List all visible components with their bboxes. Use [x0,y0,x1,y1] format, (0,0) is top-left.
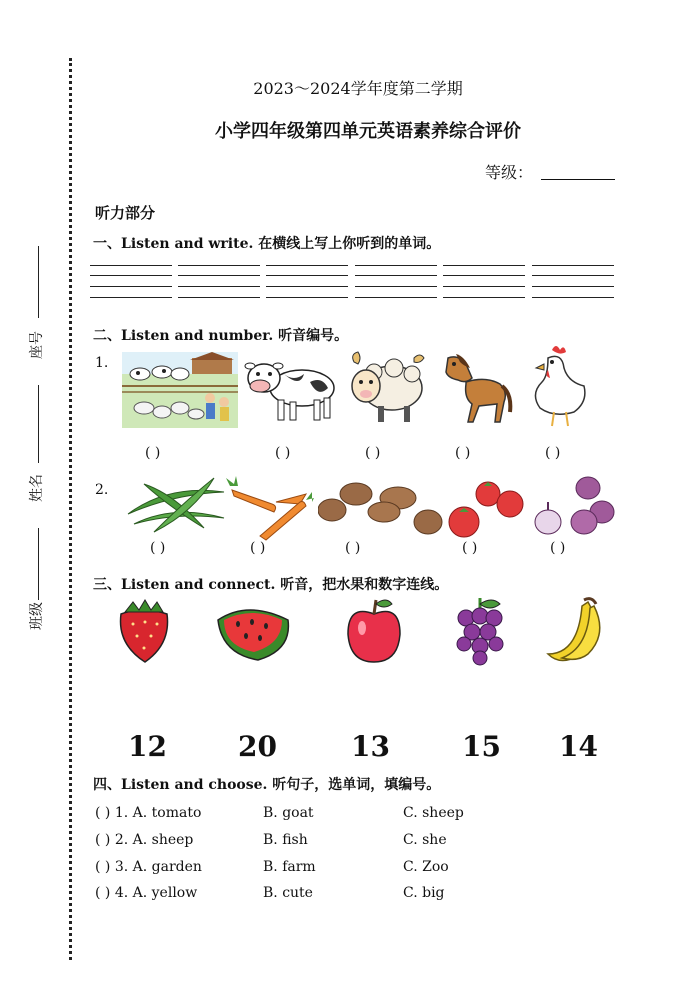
choice-question-1[interactable]: ( ) 1. A. tomato [95,805,202,821]
binding-dotted-line [69,58,72,960]
part3-heading: 三、Listen and connect. 听音，把水果和数字连线。 [93,577,449,593]
write-line[interactable] [443,275,525,276]
write-line[interactable] [266,286,348,287]
tomatoes-image [446,480,528,540]
write-line[interactable] [443,297,525,298]
listening-heading: 听力部分 [95,204,156,222]
part2-heading: 二、Listen and number. 听音编号。 [93,328,349,344]
write-line[interactable] [443,286,525,287]
write-line[interactable] [90,265,172,266]
write-line[interactable] [266,275,348,276]
connect-number[interactable]: 13 [351,730,390,763]
row2-number: 2. [95,482,109,498]
answer-paren[interactable]: ( ) [150,540,166,556]
class-label: 班级 [29,602,45,630]
write-line[interactable] [178,275,260,276]
carrots-image [226,476,314,542]
write-line[interactable] [355,265,437,266]
connect-number[interactable]: 12 [128,730,167,763]
write-line[interactable] [266,297,348,298]
write-line[interactable] [90,286,172,287]
name-label: 姓名 [29,474,45,502]
write-line[interactable] [355,286,437,287]
connect-number[interactable]: 15 [462,730,501,763]
year-title: 2023～2024学年度第二学期 [253,79,463,98]
grade-label: 等级： [485,163,534,182]
write-line[interactable] [90,275,172,276]
write-line[interactable] [532,275,614,276]
choice-option-b: B. goat [263,805,314,821]
choice-option-c: C. big [403,885,445,901]
choice-question-4[interactable]: ( ) 4. A. yellow [95,885,198,901]
write-line[interactable] [178,286,260,287]
choice-option-c: C. Zoo [403,859,449,875]
watermelon-image [214,600,294,664]
sheep-image [344,350,428,426]
write-line[interactable] [532,265,614,266]
write-line[interactable] [532,286,614,287]
potatoes-image [318,480,444,540]
choice-option-b: B. farm [263,859,316,875]
answer-paren[interactable]: ( ) [275,445,291,461]
connect-number[interactable]: 14 [559,730,598,763]
choice-option-b: B. cute [263,885,313,901]
name-line [38,385,39,463]
write-line[interactable] [266,265,348,266]
bananas-image [544,596,604,664]
cow-image [244,352,340,424]
strawberry-image [115,598,173,664]
page-title: 小学四年级第四单元英语素养综合评价 [215,121,521,142]
write-line[interactable] [355,297,437,298]
apple-image [344,596,404,664]
write-line[interactable] [90,297,172,298]
write-line[interactable] [178,297,260,298]
write-line[interactable] [532,297,614,298]
answer-paren[interactable]: ( ) [345,540,361,556]
choice-option-c: C. sheep [403,805,464,821]
class-line [38,528,39,600]
answer-paren[interactable]: ( ) [365,445,381,461]
answer-paren[interactable]: ( ) [545,445,561,461]
part4-heading: 四、Listen and choose. 听句子，选单词，填编号。 [93,777,441,793]
write-line[interactable] [355,275,437,276]
choice-option-b: B. fish [263,832,308,848]
choice-question-3[interactable]: ( ) 3. A. garden [95,859,202,875]
answer-paren[interactable]: ( ) [250,540,266,556]
seat-label: 座号 [29,331,45,359]
farm-scene-image [122,352,238,428]
write-line[interactable] [443,265,525,266]
seat-line [38,246,39,318]
choice-option-c: C. she [403,832,447,848]
onions-image [532,474,618,540]
horse-image [438,352,514,426]
answer-paren[interactable]: ( ) [145,445,161,461]
part1-heading: 一、Listen and write. 在横线上写上你听到的单词。 [93,236,441,252]
answer-paren[interactable]: ( ) [455,445,471,461]
answer-paren[interactable]: ( ) [550,540,566,556]
green-beans-image [124,474,226,534]
grapes-image [454,596,506,666]
write-line[interactable] [178,265,260,266]
answer-paren[interactable]: ( ) [462,540,478,556]
row1-number: 1. [95,355,109,371]
connect-number[interactable]: 20 [238,730,277,763]
chicken-image [528,342,590,428]
grade-blank[interactable] [541,179,615,180]
choice-question-2[interactable]: ( ) 2. A. sheep [95,832,194,848]
